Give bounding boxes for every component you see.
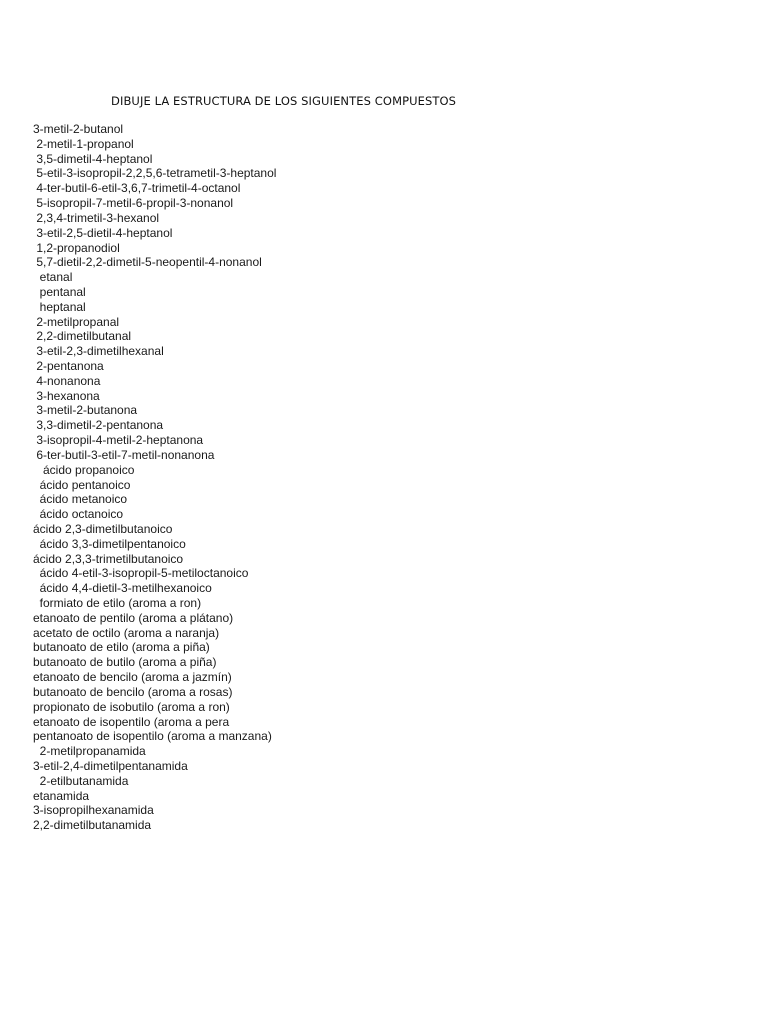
list-item: 2-metilpropanal <box>33 314 120 329</box>
list-item: etanoato de bencilo (aroma a jazmín) <box>33 670 232 685</box>
list-item: ácido 2,3,3-trimetilbutanoico <box>33 551 184 566</box>
list-item: ácido 2,3-dimetilbutanoico <box>33 521 173 536</box>
list-item: 4-nonanona <box>33 373 101 388</box>
list-item: 2,2-dimetilbutanal <box>33 329 132 344</box>
page-title: DIBUJE LA ESTRUCTURA DE LOS SIGUIENTES COMPUESTOS <box>111 94 457 108</box>
list-item: 6-ter-butil-3-etil-7-metil-nonanona <box>33 447 215 462</box>
list-item: 3-isopropilhexanamida <box>33 803 154 818</box>
list-item: 2,2-dimetilbutanamida <box>33 818 152 833</box>
list-item: etanoato de isopentilo (aroma a pera <box>33 714 230 729</box>
list-item: 5-etil-3-isopropil-2,2,5,6-tetrametil-3-heptanol <box>33 166 277 181</box>
list-item: ácido 4,4-dietil-3-metilhexanoico <box>33 581 212 596</box>
list-item: 3-etil-2,3-dimetilhexanal <box>33 344 164 359</box>
compound-list <box>33 122 276 833</box>
list-item: ácido 3,3-dimetilpentanoico <box>33 536 186 551</box>
list-item: formiato de etilo (aroma a ron) <box>33 596 202 610</box>
list-item: 3-etil-2,4-dimetilpentanamida <box>33 758 188 773</box>
list-item: 1,2-propanodiol <box>33 240 120 255</box>
list-item: 3-isopropil-4-metil-2-heptanona <box>33 433 204 448</box>
list-item: ácido octanoico <box>33 507 124 522</box>
list-item: 5,7-dietil-2,2-dimetil-5-neopentil-4-nonanol <box>33 255 262 270</box>
list-item: ácido 4-etil-3-isopropil-5-metiloctanoico <box>33 566 249 581</box>
list-item: ácido pentanoico <box>33 477 131 492</box>
list-item: pentanoato de isopentilo (aroma a manzana) <box>33 729 272 744</box>
list-item: pentanal <box>33 284 86 299</box>
list-item: heptanal <box>33 299 86 314</box>
list-item: etanoato de pentilo (aroma a plátano) <box>33 610 234 625</box>
list-item: ácido propanoico <box>33 462 135 477</box>
list-item: 3-etil-2,5-dietil-4-heptanol <box>33 225 173 240</box>
list-item: propionato de isobutilo (aroma a ron) <box>33 699 230 714</box>
list-item: butanoato de bencilo (aroma a rosas) <box>33 684 233 699</box>
list-item: ácido metanoico <box>33 492 128 507</box>
list-item: butanoato de etilo (aroma a piña) <box>33 640 210 655</box>
list-item: 3-hexanona <box>33 388 100 403</box>
list-item: 2-metil-1-propanol <box>33 136 134 151</box>
list-item: 5-isopropil-7-metil-6-propil-3-nonanol <box>33 196 234 211</box>
list-item: etanal <box>33 270 73 285</box>
list-item: etanamida <box>33 788 90 803</box>
list-item: 2,3,4-trimetil-3-hexanol <box>33 210 160 225</box>
list-item: 2-metilpropanamida <box>33 744 146 759</box>
list-item: 3-metil-2-butanol <box>33 122 124 136</box>
list-item: 4-ter-butil-6-etil-3,6,7-trimetil-4-octanol <box>33 181 241 196</box>
list-item: 3,5-dimetil-4-heptanol <box>33 151 153 166</box>
list-item: acetato de octilo (aroma a naranja) <box>33 625 220 640</box>
list-item: 3-metil-2-butanona <box>33 403 138 418</box>
list-item: 2-pentanona <box>33 359 104 373</box>
list-item: 2-etilbutanamida <box>33 773 129 788</box>
list-item: 3,3-dimetil-2-pentanona <box>33 418 164 433</box>
list-item: butanoato de butilo (aroma a piña) <box>33 655 217 670</box>
